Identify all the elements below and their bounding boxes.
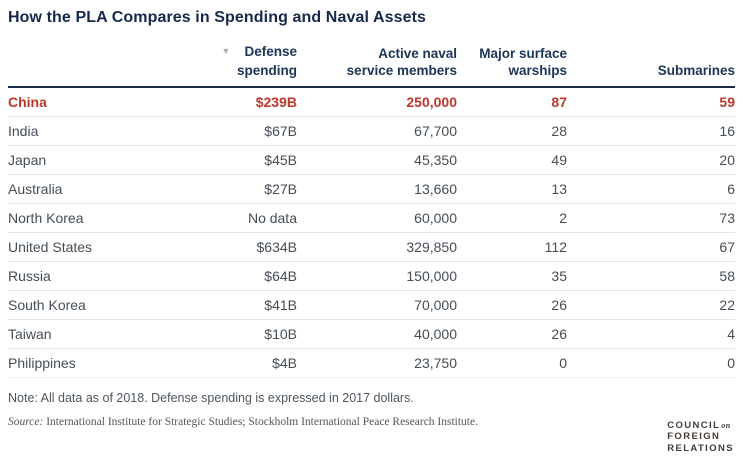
warships-cell: 35 xyxy=(457,261,567,290)
table-row xyxy=(8,145,735,174)
defense-spending-cell: $4B xyxy=(138,348,297,377)
submarines-cell: 59 xyxy=(567,87,735,116)
table-row xyxy=(8,348,735,377)
submarines-cell: 16 xyxy=(567,116,735,145)
naval-members-cell: 45,350 xyxy=(297,145,457,174)
submarines-cell: 67 xyxy=(567,232,735,261)
naval-members-cell: 67,700 xyxy=(297,116,457,145)
table-row xyxy=(8,232,735,261)
warships-cell: 26 xyxy=(457,319,567,348)
page-title: How the PLA Compares in Spending and Naval Assets xyxy=(8,9,427,26)
column-header-label: Submarines xyxy=(657,63,735,78)
warships-cell: 112 xyxy=(457,232,567,261)
country-cell: South Korea xyxy=(8,290,138,319)
defense-spending-cell: $45B xyxy=(138,145,297,174)
defense-spending-cell: $10B xyxy=(138,319,297,348)
defense-spending-cell: $67B xyxy=(138,116,297,145)
column-header-major-surface-warships[interactable] xyxy=(457,43,567,87)
naval-members-cell: 60,000 xyxy=(297,203,457,232)
warships-cell: 87 xyxy=(457,87,567,116)
defense-spending-cell: No data xyxy=(138,203,297,232)
table-row xyxy=(8,319,735,348)
submarines-cell: 58 xyxy=(567,261,735,290)
table-body xyxy=(8,87,735,377)
naval-members-cell: 40,000 xyxy=(297,319,457,348)
warships-cell: 0 xyxy=(457,348,567,377)
table-row xyxy=(8,174,735,203)
column-header-defense-spending[interactable] xyxy=(138,43,297,87)
submarines-cell: 73 xyxy=(567,203,735,232)
column-header-submarines[interactable] xyxy=(567,43,735,87)
cfr-logo xyxy=(667,420,734,455)
column-header-country xyxy=(8,43,138,87)
table-row xyxy=(8,116,735,145)
table-row xyxy=(8,290,735,319)
country-cell: China xyxy=(8,87,138,116)
comparison-table xyxy=(8,43,735,378)
logo-line-council: COUNCILon xyxy=(667,419,731,431)
submarines-cell: 4 xyxy=(567,319,735,348)
logo-on-word: on xyxy=(721,420,731,430)
submarines-cell: 20 xyxy=(567,145,735,174)
country-cell: Japan xyxy=(8,145,138,174)
sort-descending-icon[interactable]: ▼ xyxy=(221,46,231,56)
country-cell: United States xyxy=(8,232,138,261)
naval-members-cell: 150,000 xyxy=(297,261,457,290)
table-row xyxy=(8,261,735,290)
country-cell: Taiwan xyxy=(8,319,138,348)
defense-spending-cell: $634B xyxy=(138,232,297,261)
naval-members-cell: 250,000 xyxy=(297,87,457,116)
country-cell: Russia xyxy=(8,261,138,290)
naval-members-cell: 23,750 xyxy=(297,348,457,377)
column-header-label: warships xyxy=(508,63,567,78)
naval-members-cell: 13,660 xyxy=(297,174,457,203)
submarines-cell: 0 xyxy=(567,348,735,377)
source-body: International Institute for Strategic Studies; Stockholm International Peace Research Institute. xyxy=(46,415,478,428)
warships-cell: 13 xyxy=(457,174,567,203)
country-cell: Philippines xyxy=(8,348,138,377)
source-label: Source: xyxy=(8,415,44,428)
country-cell: Australia xyxy=(8,174,138,203)
warships-cell: 49 xyxy=(457,145,567,174)
column-header-label: service members xyxy=(346,63,457,78)
defense-spending-cell: $64B xyxy=(138,261,297,290)
table-header xyxy=(8,43,735,87)
column-header-label: spending xyxy=(237,63,297,78)
naval-members-cell: 329,850 xyxy=(297,232,457,261)
column-header-label: Major surface xyxy=(479,46,567,61)
warships-cell: 26 xyxy=(457,290,567,319)
warships-cell: 2 xyxy=(457,203,567,232)
table-row xyxy=(8,203,735,232)
column-header-label: Active naval xyxy=(378,46,457,61)
column-header-label: Defense xyxy=(244,44,297,59)
warships-cell: 28 xyxy=(457,116,567,145)
naval-members-cell: 70,000 xyxy=(297,290,457,319)
submarines-cell: 6 xyxy=(567,174,735,203)
column-header-active-naval-service-members[interactable] xyxy=(297,43,457,87)
defense-spending-cell: $27B xyxy=(138,174,297,203)
source-text xyxy=(8,416,735,428)
country-cell: North Korea xyxy=(8,203,138,232)
table-row xyxy=(8,87,735,116)
defense-spending-cell: $239B xyxy=(138,87,297,116)
defense-spending-cell: $41B xyxy=(138,290,297,319)
note-text: Note: All data as of 2018. Defense spending is expressed in 2017 dollars. xyxy=(8,390,414,405)
submarines-cell: 22 xyxy=(567,290,735,319)
logo-line-foreign: FOREIGN xyxy=(667,431,721,442)
logo-line-relations: RELATIONS xyxy=(667,442,734,454)
country-cell: India xyxy=(8,116,138,145)
